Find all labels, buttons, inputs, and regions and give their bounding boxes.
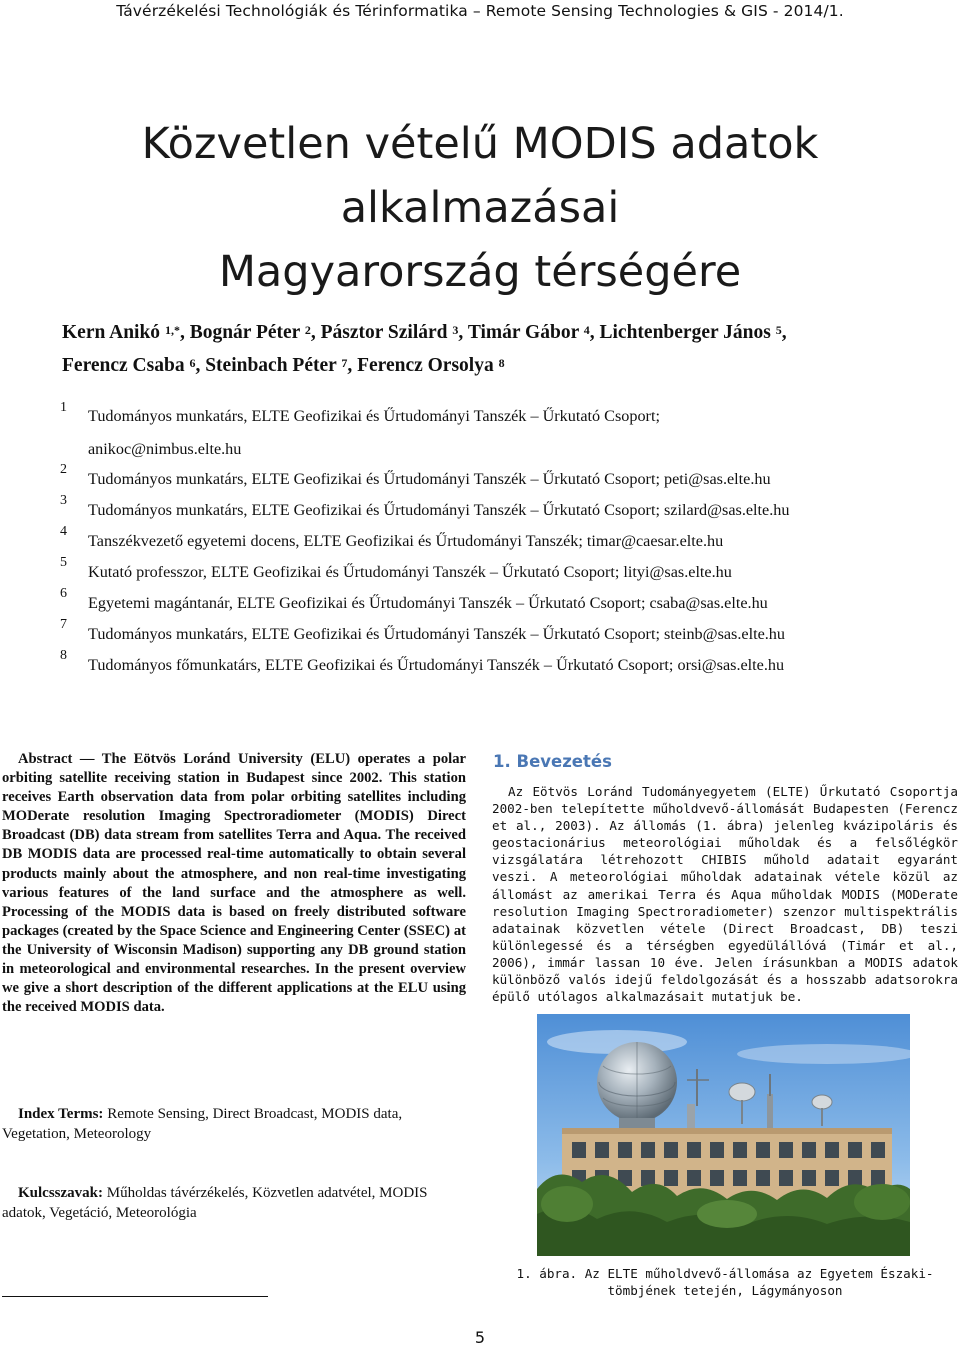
affiliation-number: 6 — [60, 586, 67, 601]
affiliation-number: 1 — [60, 400, 67, 415]
affiliation-number: 4 — [60, 524, 67, 539]
affiliation-text: Kutató professzor, ELTE Geofizikai és Űrtudományi Tanszék – Űrkutató Csoport; lityi@sas.elte.hu — [88, 563, 732, 581]
author-sup: 7 — [341, 356, 348, 370]
author-sup: 8 — [498, 356, 505, 370]
author-name: Bognár Péter — [189, 322, 300, 343]
page-title — [0, 112, 960, 304]
affiliation-text: Tudományos főmunkatárs, ELTE Geofizikai és Űrtudományi Tanszék – Űrkutató Csoport; orsi@sas.elte.hu — [88, 656, 785, 674]
author-sup: 4 — [583, 323, 590, 337]
figure-photo — [537, 1014, 910, 1256]
author-sup: 5 — [775, 323, 782, 337]
keywords-text: Műholdas távérzékelés, Közvetlen adatvétel, MODIS adatok, Vegetáció, Meteorológia — [2, 1185, 428, 1221]
affiliation-text: Tanszékvezető egyetemi docens, ELTE Geofizikai és Űrtudományi Tanszék; timar@caesar.elte.hu — [88, 532, 724, 550]
author-name: Ferencz Csaba — [62, 355, 185, 376]
keywords — [2, 1183, 472, 1223]
author-name: Timár Gábor — [467, 322, 579, 343]
author-sup: 6 — [189, 356, 196, 370]
affiliation-number: 8 — [60, 648, 67, 663]
title-line-2: Magyarország térségére — [218, 247, 742, 297]
affiliation-text: Egyetemi magántanár, ELTE Geofizikai és Űrtudományi Tanszék – Űrkutató Csoport; csaba@sas.elte.hu — [88, 594, 768, 612]
author-sup: 3 — [452, 323, 459, 337]
index-terms-text: Remote Sensing, Direct Broadcast, MODIS data, Vegetation, Meteorology — [2, 1106, 403, 1142]
affiliation-number: 3 — [60, 493, 67, 508]
index-terms-label: Index Terms: — [18, 1106, 104, 1122]
intro-text: Az Eötvös Loránd Tudományegyetem (ELTE) Űrkutató Csoportja 2002-ben telepítette műholdvevő-állomását Budapesten (Ferencz et al., 2003). Az állomás (1. ábra) jelenleg kvázipoláris és geostacionárius meteorológiai műholdak és a felsőlégkör vizsgálatára létrehozott CHIBIS műhold adatait egyaránt veszi. A meteorológiai műholdak adatainak vétele közül az állomást az amerikai Terra és Aqua műholdak MODIS (MODerate resolution Imaging Spectroradiometer) szenzor multispektrális adatainak közvetlen vétele (Direct Broadcast, DB) teszi különlegessé és a térségben egyedülállóvá (Timár et al., 2006), immár lassan 10 éve. Jelen írásunkban a MODIS adatok különböző valós idejű feldolgozását és a hosszabb adatsorokra épülő utólagos alkalmazásait mutatjuk be. — [492, 784, 958, 1005]
author-name: Pásztor Szilárd — [320, 322, 448, 343]
abstract-dash: — — [79, 751, 95, 767]
affiliation-text-cont: anikoc@nimbus.elte.hu — [88, 440, 242, 458]
affiliation-text: Tudományos munkatárs, ELTE Geofizikai és Űrtudományi Tanszék – Űrkutató Csoport; steinb@sas.elte.hu — [88, 625, 785, 643]
abstract-label: Abstract — [18, 751, 73, 767]
affiliation-text: Tudományos munkatárs, ELTE Geofizikai és Űrtudományi Tanszék – Űrkutató Csoport; szilard@sas.elte.hu — [88, 501, 790, 519]
figure-caption: 1. ábra. Az ELTE műholdvevő-állomása az Egyetem Északi-tömbjének tetején, Lágymányoson — [516, 1266, 934, 1298]
author-name: Kern Anikó — [62, 322, 161, 343]
intro-paragraph — [492, 783, 958, 1005]
abstract — [2, 750, 466, 1017]
affiliation-text: Tudományos munkatárs, ELTE Geofizikai és Űrtudományi Tanszék – Űrkutató Csoport; — [88, 407, 660, 425]
author-list: Kern Anikó $^{1,*}$, Bognár Péter $^2$, Pásztor Szilárd $^3$, Timár Gábor $^4$, Lichtenberger János $^5$, Ferencz Csaba $^6$, Steinbach Péter $^7$, Ferencz Orsolya $^8$ — [62, 322, 787, 376]
footnote-rule — [2, 1296, 268, 1297]
author-name: Ferencz Orsolya — [357, 355, 494, 376]
affiliation-number: 5 — [60, 555, 67, 570]
author-sup: 2 — [304, 323, 311, 337]
author-name: Lichtenberger János — [599, 322, 771, 343]
keywords-label: Kulcsszavak: — [18, 1185, 104, 1201]
index-terms — [2, 1104, 472, 1144]
author-name: Steinbach Péter — [205, 355, 337, 376]
author-sup: 1,* — [164, 323, 180, 337]
running-header: Távérzékelési Technológiák és Térinformatika – Remote Sensing Technologies & GIS - 2014/1. — [116, 2, 844, 20]
page-number: 5 — [474, 1328, 486, 1347]
affiliation-text: Tudományos munkatárs, ELTE Geofizikai és Űrtudományi Tanszék – Űrkutató Csoport; peti@sas.elte.hu — [88, 470, 771, 488]
section-heading: 1. Bevezetés — [493, 752, 612, 771]
affiliation-number: 2 — [60, 462, 67, 477]
affiliation-number: 7 — [60, 617, 67, 632]
abstract-text: The Eötvös Loránd University (ELU) operates a polar orbiting satellite receiving station in Budapest since 2002. This station receives Earth observation data from polar orbiting satellites including MODerate resolution Imaging Spectroradiometer (MODIS) Direct Broadcast (DB) data stream from satellites Terra and Aqua. The received DB MODIS data are processed real-time automatically to obtain several products mainly about the atmosphere, and non real-time investigating various features of the land surface and the atmosphere as well. Processing of the MODIS data is based on freely distributed software packages (created by the Space Science and Engineering Center (SSEC) at the University of Wisconsin Madison) supporting any DB ground station in meteorological and environmental researches. In the present overview we give a short description of the different applications at the ELU using the received MODIS data. — [2, 751, 466, 1016]
title-line-1: Közvetlen vételű MODIS adatok alkalmazásai — [141, 119, 819, 233]
